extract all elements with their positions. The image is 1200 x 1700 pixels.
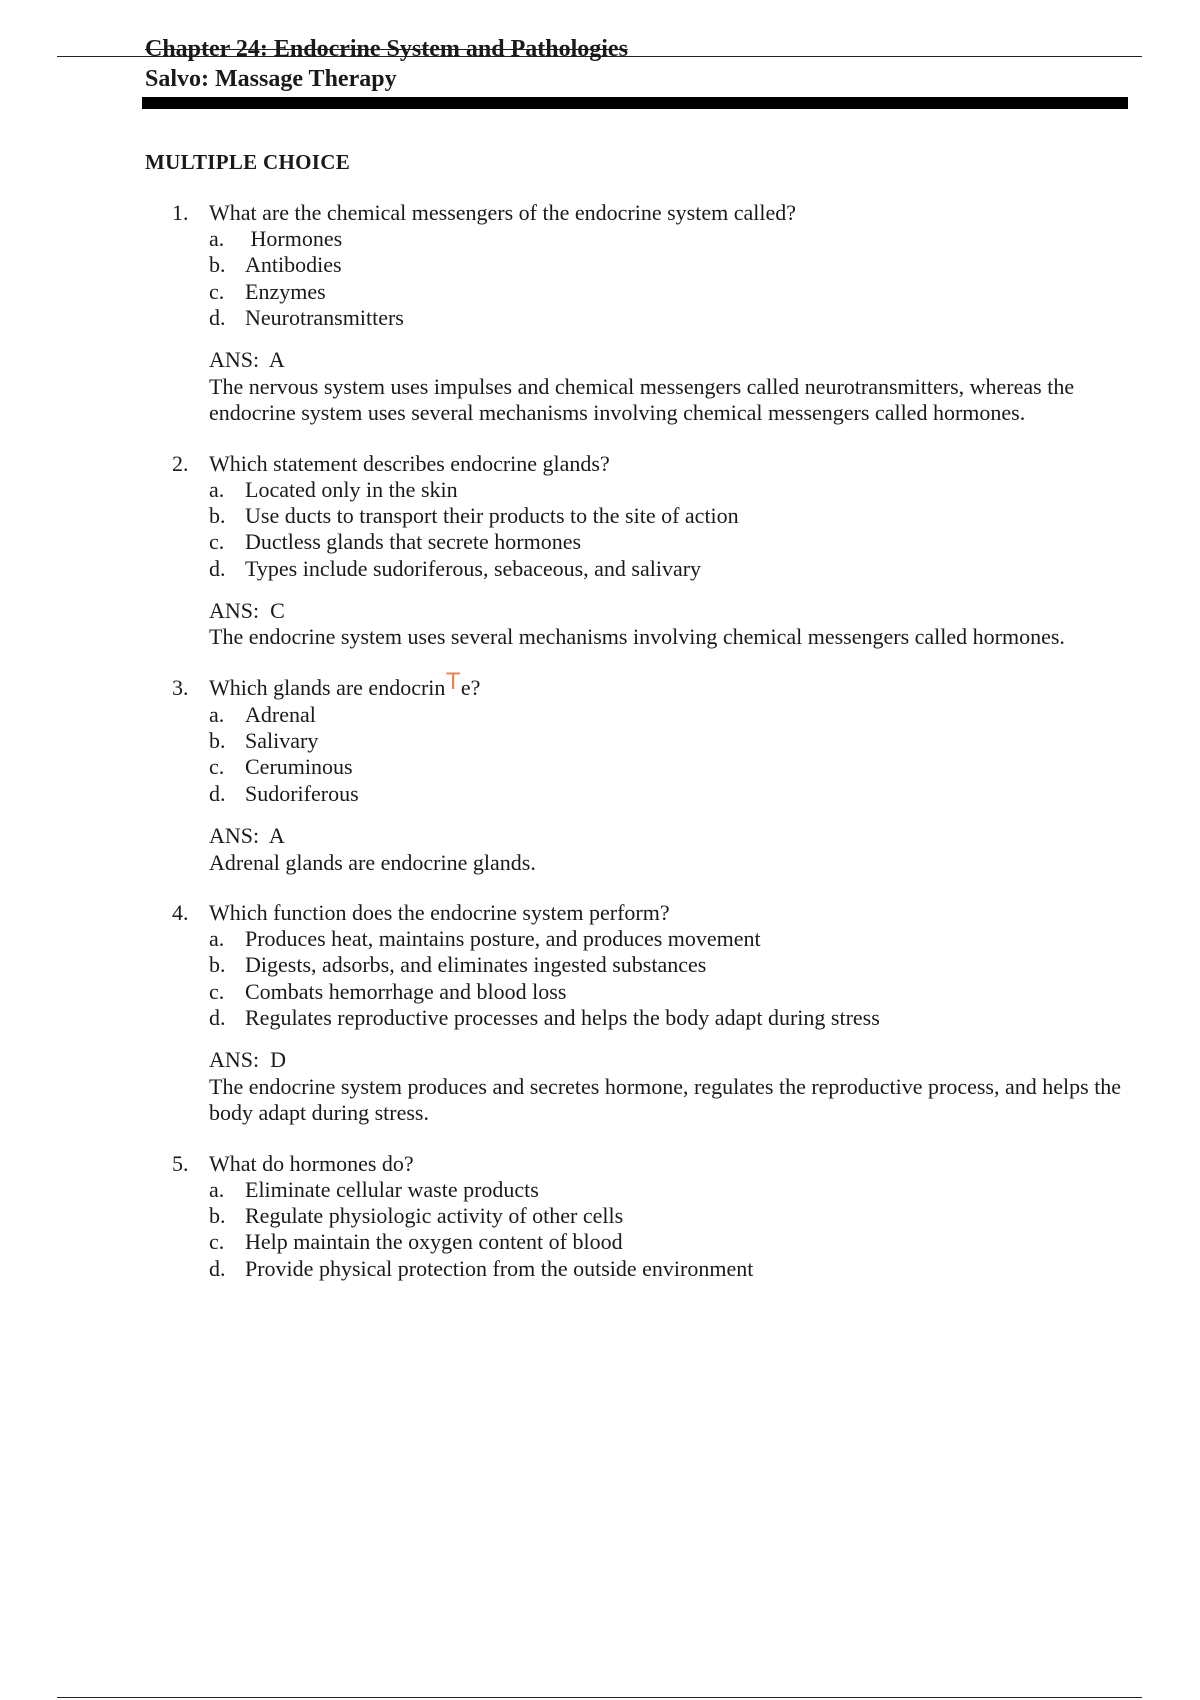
option-letter: a. bbox=[209, 1176, 225, 1202]
option-text: Produces heat, maintains posture, and produces movement bbox=[245, 926, 761, 952]
option-d[interactable] bbox=[209, 781, 1132, 807]
answer-rationale: The endocrine system uses several mechanisms involving chemical messengers called hormones. bbox=[209, 624, 1065, 650]
option-a[interactable] bbox=[209, 1177, 1132, 1203]
option-b[interactable] bbox=[209, 728, 1132, 754]
option-letter: a. bbox=[209, 226, 225, 251]
option-list bbox=[209, 926, 1132, 1031]
option-text: Regulates reproductive processes and helps the body adapt during stress bbox=[245, 1004, 880, 1030]
option-c[interactable] bbox=[209, 1229, 1132, 1255]
option-letter: b. bbox=[209, 952, 226, 978]
option-list bbox=[209, 226, 1132, 331]
option-list bbox=[209, 702, 1132, 807]
option-a[interactable] bbox=[209, 226, 1132, 252]
option-text: Enzymes bbox=[245, 278, 326, 304]
question-1 bbox=[172, 200, 1132, 427]
option-text: Adrenal bbox=[245, 701, 316, 727]
option-text: Neurotransmitters bbox=[245, 304, 404, 330]
option-text: Digests, adsorbs, and eliminates ingested substances bbox=[245, 952, 707, 978]
option-d[interactable] bbox=[209, 305, 1132, 331]
question-number: 4. bbox=[172, 900, 189, 926]
section-heading: MULTIPLE CHOICE bbox=[145, 150, 351, 174]
option-c[interactable] bbox=[209, 279, 1132, 305]
question-5 bbox=[172, 1151, 1132, 1282]
option-list bbox=[209, 1177, 1132, 1282]
answer-block bbox=[209, 598, 1132, 651]
option-b[interactable] bbox=[209, 252, 1132, 278]
option-letter: c. bbox=[209, 754, 225, 780]
answer-key: ANS: D bbox=[209, 1047, 287, 1073]
book-title: Salvo: Massage Therapy bbox=[145, 66, 397, 92]
option-letter: a. bbox=[209, 476, 225, 502]
option-text: Eliminate cellular waste products bbox=[245, 1176, 539, 1202]
option-text: Located only in the skin bbox=[245, 476, 458, 502]
answer-rationale: Adrenal glands are endocrine glands. bbox=[209, 849, 536, 875]
option-letter: d. bbox=[209, 1255, 226, 1281]
option-c[interactable] bbox=[209, 979, 1132, 1005]
option-text: Antibodies bbox=[245, 252, 342, 278]
option-text: Hormones bbox=[245, 226, 343, 251]
question-text[interactable]: Which function does the endocrine system perform? bbox=[209, 900, 670, 926]
option-d[interactable] bbox=[209, 1256, 1132, 1282]
answer-block bbox=[209, 347, 1132, 427]
option-letter: c. bbox=[209, 1229, 225, 1255]
option-c[interactable] bbox=[209, 754, 1132, 780]
option-text: Use ducts to transport their products to the site of action bbox=[245, 502, 739, 528]
option-letter: c. bbox=[209, 529, 225, 555]
option-a[interactable] bbox=[209, 702, 1132, 728]
option-c[interactable] bbox=[209, 529, 1132, 555]
question-3 bbox=[172, 669, 1132, 876]
question-number: 5. bbox=[172, 1150, 189, 1176]
option-text: Combats hemorrhage and blood loss bbox=[245, 978, 567, 1004]
question-list bbox=[172, 200, 1132, 1306]
option-text: Provide physical protection from the outside environment bbox=[245, 1255, 754, 1281]
option-letter: b. bbox=[209, 1203, 226, 1229]
option-letter: a. bbox=[209, 926, 225, 952]
option-b[interactable] bbox=[209, 1203, 1132, 1229]
option-letter: b. bbox=[209, 728, 226, 754]
question-text[interactable]: What are the chemical messengers of the endocrine system called? bbox=[209, 200, 797, 225]
chapter-title: Chapter 24: Endocrine System and Pathologies bbox=[145, 36, 628, 62]
text-cursor-icon: T bbox=[446, 669, 460, 695]
option-list bbox=[209, 477, 1132, 582]
question-2 bbox=[172, 451, 1132, 651]
option-a[interactable] bbox=[209, 926, 1132, 952]
question-4 bbox=[172, 900, 1132, 1127]
option-letter: c. bbox=[209, 978, 225, 1004]
question-text[interactable]: What do hormones do? bbox=[209, 1150, 414, 1176]
option-text: Types include sudoriferous, sebaceous, and salivary bbox=[245, 555, 702, 581]
answer-key: ANS: A bbox=[209, 347, 285, 373]
option-a[interactable] bbox=[209, 477, 1132, 503]
option-letter: d. bbox=[209, 555, 226, 581]
option-text: Ductless glands that secrete hormones bbox=[245, 529, 582, 555]
option-letter: d. bbox=[209, 1004, 226, 1030]
option-text: Ceruminous bbox=[245, 754, 353, 780]
option-letter: b. bbox=[209, 252, 226, 278]
option-letter: d. bbox=[209, 780, 226, 806]
option-letter: d. bbox=[209, 304, 226, 330]
question-number: 1. bbox=[172, 200, 189, 225]
answer-block bbox=[209, 1047, 1132, 1127]
answer-key: ANS: C bbox=[209, 597, 285, 623]
question-text-part: Which glands are endocrin bbox=[209, 674, 446, 700]
question-text[interactable]: Which statement describes endocrine glands? bbox=[209, 450, 610, 476]
answer-key: ANS: A bbox=[209, 823, 285, 849]
answer-block bbox=[209, 823, 1132, 876]
document-header bbox=[145, 34, 628, 94]
question-text[interactable] bbox=[209, 669, 481, 702]
option-text: Sudoriferous bbox=[245, 780, 359, 806]
option-text: Salivary bbox=[245, 728, 319, 754]
bottom-rule bbox=[57, 1697, 1142, 1698]
option-letter: a. bbox=[209, 701, 225, 727]
option-b[interactable] bbox=[209, 503, 1132, 529]
option-letter: c. bbox=[209, 278, 225, 304]
option-b[interactable] bbox=[209, 952, 1132, 978]
answer-rationale: The endocrine system produces and secretes hormone, regulates the reproductive process, and helps the body adapt during stress. bbox=[209, 1073, 1122, 1126]
option-letter: b. bbox=[209, 502, 226, 528]
option-d[interactable] bbox=[209, 1005, 1132, 1031]
header-rule bbox=[142, 97, 1128, 109]
option-text: Regulate physiologic activity of other cells bbox=[245, 1203, 624, 1229]
question-number: 2. bbox=[172, 450, 189, 476]
option-text: Help maintain the oxygen content of blood bbox=[245, 1229, 623, 1255]
question-text-part: e? bbox=[460, 674, 481, 700]
question-number: 3. bbox=[172, 674, 189, 700]
answer-rationale: The nervous system uses impulses and chemical messengers called neurotransmitters, whereas the endocrine system uses several mechanisms involving chemical messengers called hormones. bbox=[209, 373, 1075, 426]
option-d[interactable] bbox=[209, 556, 1132, 582]
